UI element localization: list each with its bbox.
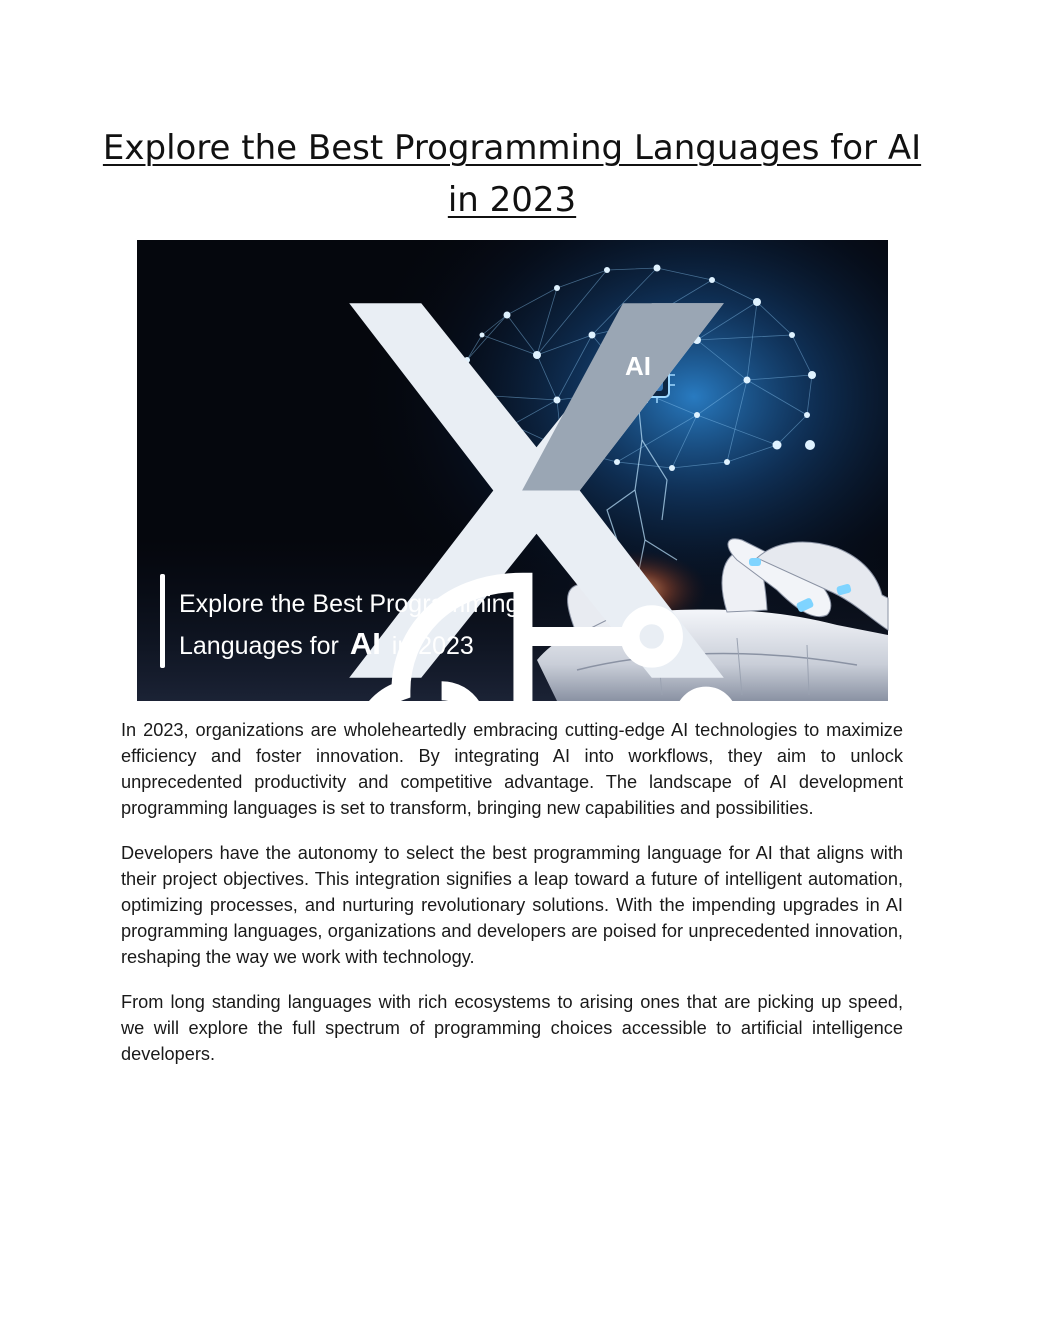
hero-caption-post: in 2023 <box>391 632 474 660</box>
paragraph-3: From long standing languages with rich ecosystems to arising ones that are picking up speed, we will explore the full spectrum of programming choices accessible to artificial intelligence developers. <box>121 992 903 1064</box>
hero-image <box>137 240 1048 701</box>
paragraph-1: In 2023, organizations are wholeheartedly embracing cutting-edge AI technologies to maximize efficiency and foster innovation. By integrating AI into workflows, they aim to unlock unprecedented productivity and competitive advantage. The landscape of AI development programming languages is set to transform, bringing new capabilities and possibilities. <box>121 720 903 818</box>
ai-chip-label: AI <box>625 351 651 381</box>
hero-caption-emphasis: AI <box>349 626 381 661</box>
logo-tagline: IDEA. DELIVERED. <box>918 498 1040 508</box>
logo-name: INEXTURE <box>918 471 1048 500</box>
hero-caption-pre: Languages for <box>179 632 339 660</box>
hero-caption-line2 <box>179 624 519 666</box>
caption-accent-bar <box>160 574 165 668</box>
page-title: Explore the Best Programming Languages for AI in 2023 <box>102 128 922 220</box>
hero-caption-line1: Explore the Best Programming <box>179 590 520 618</box>
paragraph-2: Developers have the autonomy to select the best programming language for AI that aligns with their project objectives. This integration signifies a leap toward a future of intelligent automation, optimizing processes, and nurturing revolutionary solutions. With the impending upgrades in AI programming languages, organizations and developers are poised for unprecedented innovation, reshaping the way we work with technology. <box>121 843 903 967</box>
hero-caption <box>179 584 519 666</box>
article-body <box>121 717 903 1086</box>
